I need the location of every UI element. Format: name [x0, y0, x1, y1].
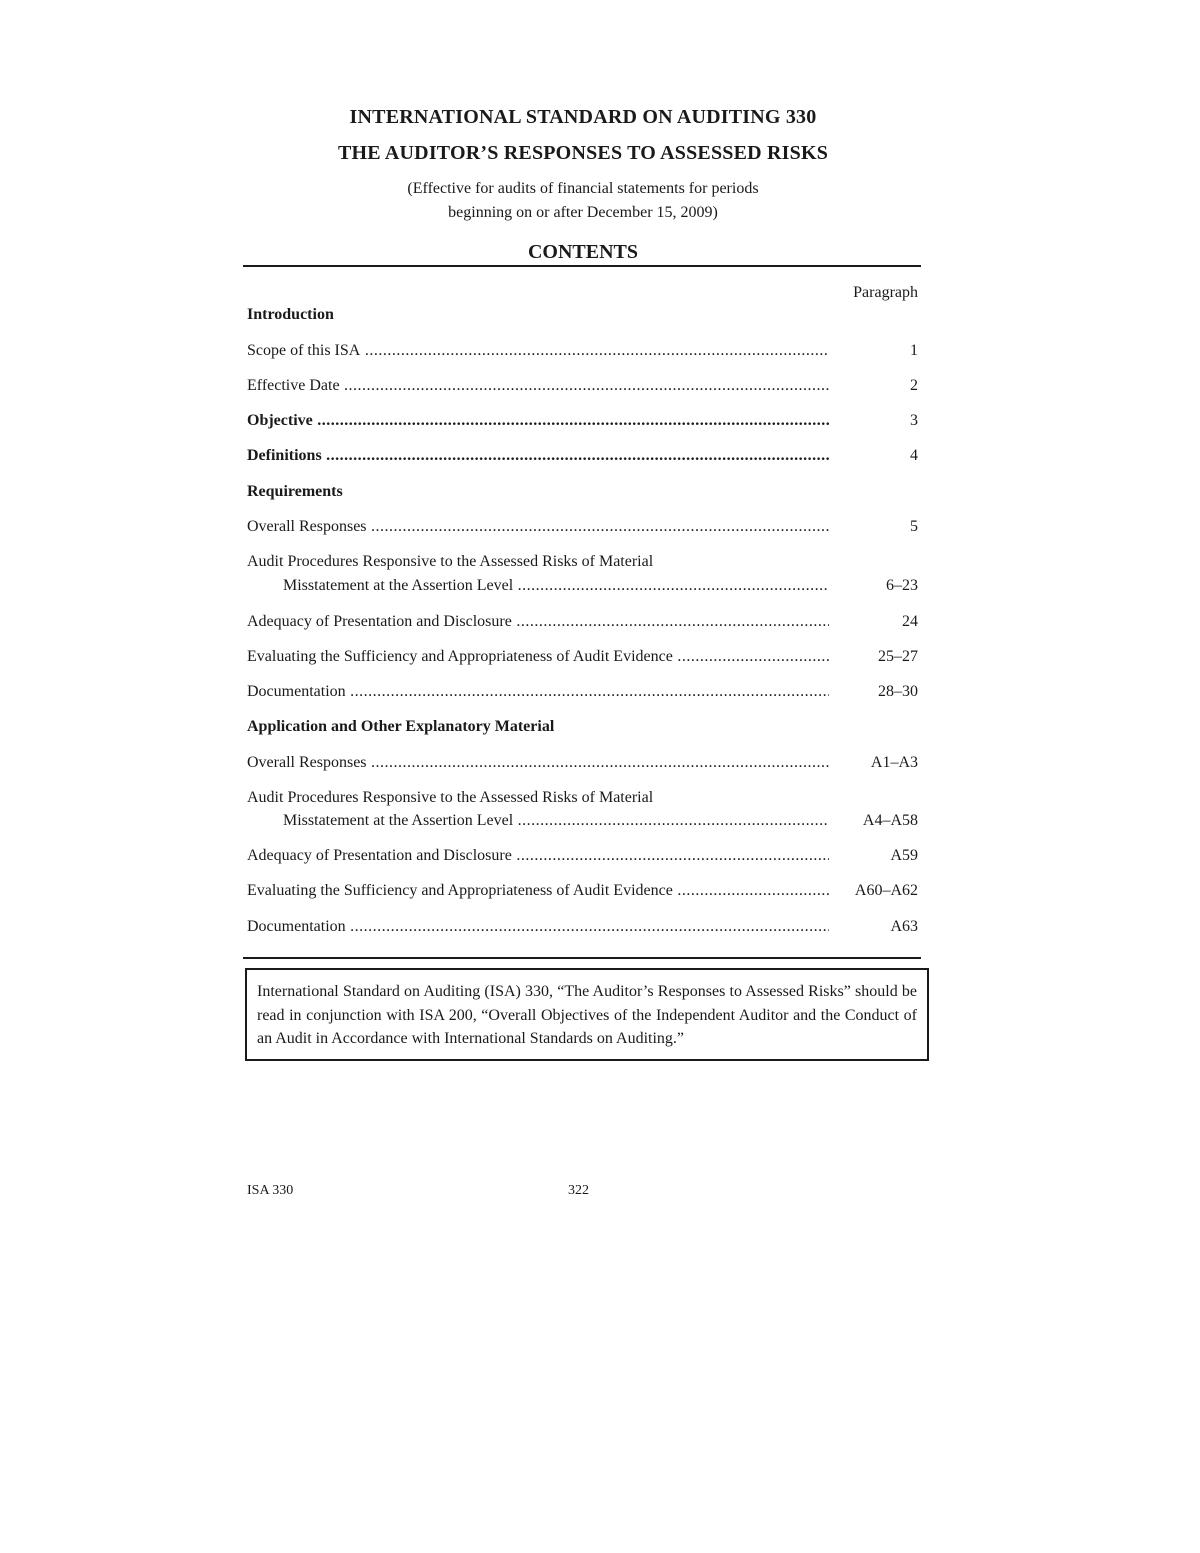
toc-heading-requirements: Requirements — [247, 483, 343, 500]
toc-entry[interactable] — [247, 752, 918, 774]
toc-entry-paragraph: 24 — [902, 613, 918, 630]
toc-entry-paragraph: A60–A62 — [854, 882, 918, 899]
toc-entry-paragraph: 6–23 — [886, 577, 918, 594]
toc-entry[interactable] — [247, 340, 918, 362]
toc-entry[interactable] — [247, 646, 918, 668]
toc-entry[interactable] — [247, 516, 918, 538]
top-rule — [243, 265, 921, 267]
toc-entry-paragraph: A63 — [890, 918, 918, 935]
toc-entry-definitions[interactable] — [247, 445, 918, 467]
toc-entry-label: Misstatement at the Assertion Level ..... — [283, 810, 829, 832]
toc-entry-paragraph: 28–30 — [878, 683, 918, 700]
effective-date-note — [243, 177, 923, 225]
toc-entry-paragraph: A1–A3 — [870, 754, 918, 771]
standard-subtitle: THE AUDITOR’S RESPONSES TO ASSESSED RISKS — [337, 142, 829, 164]
toc-entry-label: Effective Date ..... — [247, 375, 829, 397]
effective-line-2: beginning on or after December 15, 2009) — [448, 204, 718, 221]
toc-entry[interactable] — [247, 611, 918, 633]
toc-entry-label: Adequacy of Presentation and Disclosure ..... — [247, 845, 829, 867]
toc-entry-paragraph: 4 — [910, 447, 918, 464]
toc-entry[interactable] — [247, 845, 918, 867]
contents-heading: CONTENTS — [527, 241, 639, 263]
toc-entry-label: Documentation ..... — [247, 681, 829, 703]
toc-entry-paragraph: 3 — [910, 412, 918, 429]
toc-entry-label: Objective ..... — [247, 410, 829, 432]
toc-entry[interactable] — [247, 810, 918, 832]
toc-entry[interactable] — [247, 916, 918, 938]
toc-entry-paragraph: A59 — [890, 847, 918, 864]
toc-entry-paragraph: 5 — [910, 518, 918, 535]
toc-entry[interactable] — [247, 575, 918, 597]
bottom-rule — [243, 957, 921, 959]
paragraph-column-header: Paragraph — [853, 284, 918, 301]
effective-line-1: (Effective for audits of financial statements for periods — [407, 180, 759, 197]
toc-entry-objective[interactable] — [247, 410, 918, 432]
standard-title: INTERNATIONAL STANDARD ON AUDITING 330 — [349, 106, 817, 128]
toc-entry-paragraph: A4–A58 — [862, 812, 918, 829]
toc-heading-introduction: Introduction — [247, 306, 334, 323]
toc-entry-label-line1: Audit Procedures Responsive to the Assessed Risks of Material — [247, 789, 654, 806]
toc-entry[interactable] — [247, 375, 918, 397]
page-number: 322 — [568, 1183, 589, 1198]
toc-entry-label: Documentation ..... — [247, 916, 829, 938]
toc-entry-paragraph: 1 — [910, 342, 918, 359]
toc-entry-label: Overall Responses ..... — [247, 516, 829, 538]
toc-heading-application: Application and Other Explanatory Material — [247, 718, 555, 735]
toc-entry[interactable] — [247, 681, 918, 703]
toc-entry-label: Adequacy of Presentation and Disclosure ..... — [247, 611, 829, 633]
toc-entry-paragraph: 2 — [910, 377, 918, 394]
toc-entry[interactable] — [247, 880, 918, 902]
conjunction-note-box: International Standard on Auditing (ISA) 330, “The Auditor’s Responses to Assessed Risks” should be read in conjunction with ISA 200, “Overall Objectives of the Independent Auditor and the Conduct of an Audit in Accordance with International Standards on Auditing.” — [245, 968, 929, 1061]
toc-entry-label: Evaluating the Sufficiency and Appropriateness of Audit Evidence ..... — [247, 646, 829, 668]
toc-entry-label-line1: Audit Procedures Responsive to the Assessed Risks of Material — [247, 553, 654, 570]
toc-entry-label: Definitions ..... — [247, 445, 829, 467]
toc-entry-label: Scope of this ISA ..... — [247, 340, 829, 362]
toc-entry-paragraph: 25–27 — [878, 648, 918, 665]
toc-entry-label: Misstatement at the Assertion Level ..... — [283, 575, 829, 597]
footer-standard-reference: ISA 330 — [247, 1183, 294, 1198]
toc-entry-label: Overall Responses ..... — [247, 752, 829, 774]
toc-entry-label: Evaluating the Sufficiency and Appropriateness of Audit Evidence ..... — [247, 880, 829, 902]
